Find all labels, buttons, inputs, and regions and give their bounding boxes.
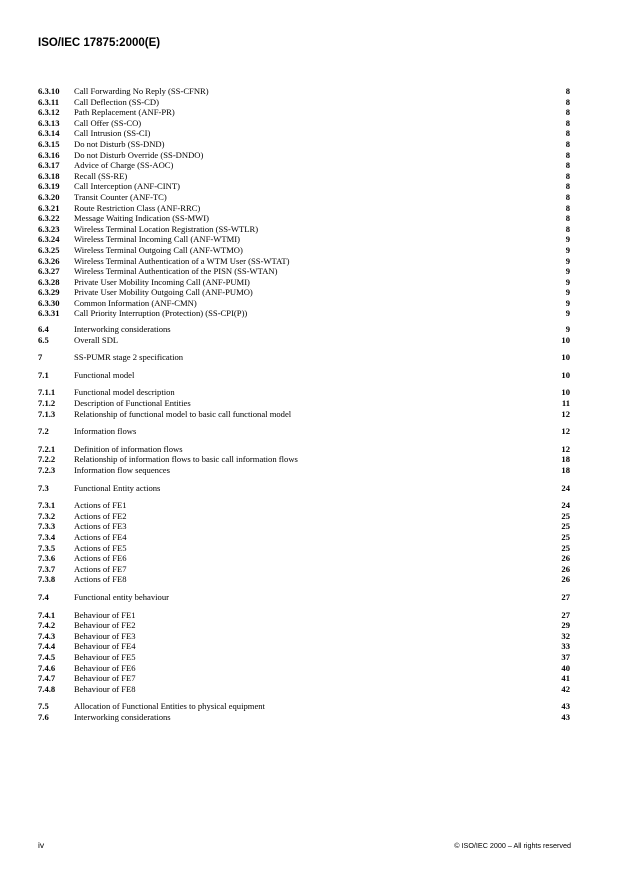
toc-entry-title: Behaviour of FE7	[74, 673, 136, 684]
toc-entry-number: 7.4.1	[38, 609, 56, 620]
toc-entry[interactable]	[38, 128, 570, 139]
toc-entry-title: Actions of FE2	[74, 510, 127, 521]
toc-entry-page: 25	[561, 542, 570, 553]
toc-entry-number: 7.1.3	[38, 408, 56, 419]
toc-entry[interactable]	[38, 511, 570, 522]
toc-entry-number: 7.3.4	[38, 531, 56, 542]
toc-entry-number: 6.3.29	[38, 287, 60, 298]
toc-entry-title: Actions of FE1	[74, 500, 127, 511]
toc-entry-title: Behaviour of FE8	[74, 683, 136, 694]
toc-entry[interactable]	[38, 150, 570, 161]
toc-entry-page: 26	[561, 574, 570, 585]
toc-entry-title: Wireless Terminal Authentication of a WTM User (SS-WTAT)	[74, 255, 290, 266]
toc-entry[interactable]	[38, 324, 570, 335]
toc-entry-page: 8	[565, 107, 570, 118]
toc-entry-page: 9	[565, 287, 570, 298]
toc-entry-number: 7.3.3	[38, 521, 56, 532]
toc-entry[interactable]	[38, 543, 570, 554]
toc-entry-number: 6.3.14	[38, 128, 60, 139]
toc-entry-page: 8	[565, 128, 570, 139]
toc-entry-page: 8	[565, 191, 570, 202]
toc-entry[interactable]	[38, 483, 570, 494]
toc-entry-title: Advice of Charge (SS-AOC)	[74, 160, 174, 171]
toc-entry-title: Functional Entity actions	[74, 482, 161, 493]
toc-entry[interactable]	[38, 277, 570, 288]
toc-entry-number: 7.2.1	[38, 443, 56, 454]
toc-entry-page: 9	[565, 234, 570, 245]
toc-entry-number: 6.3.16	[38, 149, 60, 160]
toc-entry-title: Wireless Terminal Outgoing Call (ANF-WTMO)	[74, 244, 243, 255]
toc-entry-page: 41	[561, 673, 570, 684]
toc-entry-title: Actions of FE4	[74, 531, 127, 542]
toc-entry-title: Wireless Terminal Location Registration (SS-WTLR)	[74, 223, 259, 234]
toc-entry-title: Route Restriction Class (ANF-RRC)	[74, 202, 201, 213]
toc-entry[interactable]	[38, 287, 570, 298]
toc-entry-page: 8	[565, 223, 570, 234]
toc-entry-title: Actions of FE5	[74, 542, 127, 553]
toc-entry-page: 26	[561, 563, 570, 574]
toc-entry[interactable]	[38, 553, 570, 564]
toc-entry-title: SS-PUMR stage 2 specification	[74, 352, 184, 363]
toc-entry[interactable]	[38, 192, 570, 203]
toc-entry[interactable]	[38, 213, 570, 224]
toc-entry-title: Wireless Terminal Authentication of the PISN (SS-WTAN)	[74, 266, 278, 277]
toc-entry-page: 40	[561, 662, 570, 673]
toc-entry[interactable]	[38, 160, 570, 171]
toc-entry-page: 27	[561, 609, 570, 620]
toc-entry-title: Call Forwarding No Reply (SS-CFNR)	[74, 86, 209, 96]
toc-entry[interactable]	[38, 444, 570, 455]
toc-entry-title: Behaviour of FE5	[74, 651, 136, 662]
toc-entry-page: 37	[561, 651, 570, 662]
toc-entry-number: 6.5	[38, 334, 49, 345]
toc-entry-page: 9	[565, 297, 570, 308]
toc-entry-title: Message Waiting Indication (SS-MWI)	[74, 213, 209, 224]
toc-entry-number: 6.3.25	[38, 244, 60, 255]
toc-entry-title: Call Deflection (SS-CD)	[74, 96, 159, 107]
toc-entry-page: 10	[561, 369, 570, 380]
toc-entry-page: 32	[561, 630, 570, 641]
toc-entry-page: 9	[565, 255, 570, 266]
toc-entry-number: 7.4.6	[38, 662, 56, 673]
toc-entry-number: 6.3.12	[38, 107, 60, 118]
toc-entry[interactable]	[38, 663, 570, 674]
toc-entry-number: 7.4.4	[38, 641, 56, 652]
toc-entry-title: Transit Counter (ANF-TC)	[74, 191, 167, 202]
toc-entry-title: Information flows	[74, 426, 137, 437]
toc-entry-page: 8	[565, 96, 570, 107]
toc-entry-title: Allocation of Functional Entities to physical equipment	[74, 701, 265, 712]
toc-entry-page: 24	[561, 482, 570, 493]
toc-entry[interactable]	[38, 641, 570, 652]
toc-entry-title: Private User Mobility Incoming Call (ANF-PUMI)	[74, 276, 250, 287]
toc-entry[interactable]	[38, 409, 570, 420]
toc-entry-page: 9	[565, 324, 570, 335]
toc-entry-number: 6.3.13	[38, 117, 60, 128]
toc-entry-title: Functional entity behaviour	[74, 591, 169, 602]
toc-entry-number: 7.3.5	[38, 542, 56, 553]
toc-entry[interactable]	[38, 521, 570, 532]
toc-entry[interactable]	[38, 181, 570, 192]
toc-entry-title: Actions of FE3	[74, 521, 127, 532]
toc-entry-page: 8	[565, 213, 570, 224]
toc-entry-number: 7.3.7	[38, 563, 56, 574]
table-of-contents	[38, 86, 570, 722]
toc-entry-page: 8	[565, 170, 570, 181]
toc-entry-title: Behaviour of FE4	[74, 641, 136, 652]
toc-entry-title: Actions of FE7	[74, 563, 127, 574]
toc-entry-title: Behaviour of FE6	[74, 662, 136, 673]
toc-entry-number: 7.2.2	[38, 454, 56, 465]
toc-entry-title: Call Intrusion (SS-CI)	[74, 128, 151, 139]
toc-entry-title: Private User Mobility Outgoing Call (ANF-PUMO)	[74, 287, 253, 298]
toc-entry-page: 8	[565, 160, 570, 171]
toc-entry-page: 10	[561, 334, 570, 345]
toc-entry-number: 6.3.31	[38, 308, 60, 319]
toc-entry-number: 6.4	[38, 324, 49, 335]
toc-entry-number: 7.3.8	[38, 574, 56, 585]
toc-entry[interactable]	[38, 139, 570, 150]
toc-entry-title: Functional model description	[74, 387, 175, 398]
toc-entry-number: 7.2.3	[38, 465, 56, 475]
toc-entry[interactable]	[38, 712, 570, 723]
toc-entry[interactable]	[38, 574, 570, 585]
toc-entry-title: Interworking considerations	[74, 711, 171, 722]
toc-entry-page: 25	[561, 510, 570, 521]
toc-entry[interactable]	[38, 500, 570, 511]
toc-entry-number: 7.3.2	[38, 510, 56, 521]
toc-entry-page: 8	[565, 138, 570, 149]
toc-entry[interactable]	[38, 298, 570, 309]
toc-entry-page: 43	[561, 711, 570, 722]
toc-entry-number: 7	[38, 352, 43, 363]
toc-entry-number: 6.3.19	[38, 181, 60, 192]
toc-entry-number: 6.3.22	[38, 213, 60, 224]
toc-entry[interactable]	[38, 335, 570, 346]
toc-entry-title: Call Interception (ANF-CINT)	[74, 181, 180, 192]
toc-entry-page: 33	[561, 641, 570, 652]
toc-entry-page: 25	[561, 531, 570, 542]
toc-entry-number: 6.3.17	[38, 160, 60, 171]
document-header-title: ISO/IEC 17875:2000(E)	[38, 37, 161, 49]
toc-entry-page: 25	[561, 521, 570, 532]
toc-entry-title: Wireless Terminal Incoming Call (ANF-WTMI)	[74, 234, 240, 245]
toc-entry-title: Overall SDL	[74, 334, 119, 345]
toc-entry-page: 26	[561, 553, 570, 564]
toc-entry[interactable]	[38, 97, 570, 108]
toc-entry-number: 7.2	[38, 426, 49, 437]
toc-entry-number: 6.3.15	[38, 138, 60, 149]
toc-entry[interactable]	[38, 118, 570, 129]
toc-entry-page: 10	[561, 352, 570, 363]
toc-entry-number: 6.3.27	[38, 266, 60, 277]
toc-entry-number: 6.3.30	[38, 297, 60, 308]
toc-entry[interactable]	[38, 224, 570, 235]
toc-entry[interactable]	[38, 652, 570, 663]
toc-entry-page: 9	[565, 244, 570, 255]
toc-entry-number: 7.4.2	[38, 620, 56, 631]
toc-entry[interactable]	[38, 426, 570, 437]
toc-entry-title: Definition of information flows	[74, 443, 183, 454]
toc-entry-number: 7.4.8	[38, 683, 56, 694]
toc-entry[interactable]	[38, 370, 570, 381]
page-number: iv	[38, 840, 45, 850]
toc-entry-title: Relationship of information flows to basic call information flows	[74, 454, 298, 465]
toc-entry-number: 7.4.5	[38, 651, 56, 662]
toc-entry-number: 6.3.24	[38, 234, 60, 245]
toc-entry[interactable]	[38, 171, 570, 182]
toc-entry-page: 42	[561, 683, 570, 694]
toc-entry-title: Actions of FE8	[74, 574, 127, 585]
toc-entry-title: Behaviour of FE3	[74, 630, 136, 641]
toc-entry-title: Behaviour of FE2	[74, 620, 136, 631]
toc-entry-number: 6.3.20	[38, 191, 60, 202]
toc-entry-number: 7.1.1	[38, 387, 56, 398]
toc-entry-page: 18	[561, 465, 570, 475]
toc-entry[interactable]	[38, 86, 570, 97]
toc-entry[interactable]	[38, 352, 570, 363]
toc-entry[interactable]	[38, 684, 570, 695]
toc-entry-title: Common Information (ANF-CMN)	[74, 297, 197, 308]
toc-entry-number: 6.3.11	[38, 96, 60, 107]
toc-entry-number: 6.3.21	[38, 202, 60, 213]
toc-entry-number: 6.3.10	[38, 86, 60, 96]
toc-entry-number: 7.4.7	[38, 673, 56, 684]
toc-entry[interactable]	[38, 701, 570, 712]
toc-entry[interactable]	[38, 398, 570, 409]
toc-entry-number: 7.4	[38, 591, 49, 602]
toc-entry-title: Do not Disturb (SS-DND)	[74, 138, 165, 149]
toc-entry[interactable]	[38, 256, 570, 267]
toc-entry-number: 7.3.1	[38, 500, 56, 511]
toc-entry-page: 12	[561, 426, 570, 437]
toc-entry-page: 29	[561, 620, 570, 631]
toc-entry[interactable]	[38, 620, 570, 631]
toc-entry-page: 43	[561, 701, 570, 712]
toc-entry-page: 9	[565, 308, 570, 319]
toc-entry-number: 7.5	[38, 701, 49, 712]
toc-entry[interactable]	[38, 610, 570, 621]
toc-entry-number: 7.3	[38, 482, 49, 493]
toc-entry-title: Relationship of functional model to basic call functional model	[74, 408, 292, 419]
toc-entry-page: 12	[561, 443, 570, 454]
toc-entry[interactable]	[38, 234, 570, 245]
toc-entry[interactable]	[38, 673, 570, 684]
toc-entry[interactable]	[38, 308, 570, 319]
toc-entry-title: Actions of FE6	[74, 553, 127, 564]
toc-entry[interactable]	[38, 631, 570, 642]
toc-entry[interactable]	[38, 592, 570, 603]
toc-entry-title: Path Replacement (ANF-PR)	[74, 107, 175, 118]
toc-entry-page: 27	[561, 591, 570, 602]
toc-entry-number: 6.3.28	[38, 276, 60, 287]
toc-entry-page: 9	[565, 266, 570, 277]
toc-entry-number: 6.3.23	[38, 223, 60, 234]
toc-entry-title: Behaviour of FE1	[74, 609, 136, 620]
toc-entry[interactable]	[38, 454, 570, 465]
toc-entry-page: 8	[565, 86, 570, 96]
toc-entry-number: 7.1	[38, 369, 49, 380]
toc-entry-title: Call Offer (SS-CO)	[74, 117, 142, 128]
toc-entry-page: 8	[565, 117, 570, 128]
toc-entry-page: 8	[565, 181, 570, 192]
toc-entry-page: 24	[561, 500, 570, 511]
toc-entry[interactable]	[38, 465, 570, 476]
toc-entry[interactable]	[38, 266, 570, 277]
toc-entry-title: Interworking considerations	[74, 324, 171, 335]
toc-entry[interactable]	[38, 532, 570, 543]
toc-entry-title: Functional model	[74, 369, 135, 380]
toc-entry-page: 10	[561, 387, 570, 398]
toc-entry-page: 8	[565, 149, 570, 160]
toc-entry[interactable]	[38, 107, 570, 118]
toc-entry-title: Information flow sequences	[74, 465, 170, 475]
toc-entry[interactable]	[38, 387, 570, 398]
toc-entry-title: Recall (SS-RE)	[74, 170, 128, 181]
toc-entry[interactable]	[38, 245, 570, 256]
toc-entry-page: 8	[565, 202, 570, 213]
toc-entry-title: Description of Functional Entities	[74, 398, 191, 409]
toc-entry-number: 7.4.3	[38, 630, 56, 641]
toc-entry-title: Do not Disturb Override (SS-DNDO)	[74, 149, 204, 160]
toc-entry-number: 6.3.18	[38, 170, 60, 181]
toc-entry-number: 7.1.2	[38, 398, 56, 409]
toc-entry-page: 18	[561, 454, 570, 465]
toc-entry-title: Call Priority Interruption (Protection) (SS-CPI(P))	[74, 308, 248, 319]
toc-entry[interactable]	[38, 203, 570, 214]
toc-entry-page: 11	[561, 398, 570, 409]
toc-entry-number: 7.6	[38, 711, 49, 722]
toc-entry[interactable]	[38, 564, 570, 575]
toc-entry-number: 6.3.26	[38, 255, 60, 266]
copyright-notice: © ISO/IEC 2000 – All rights reserved	[454, 841, 571, 850]
toc-entry-number: 7.3.6	[38, 553, 56, 564]
toc-entry-page: 9	[565, 276, 570, 287]
toc-entry-page: 12	[561, 408, 570, 419]
